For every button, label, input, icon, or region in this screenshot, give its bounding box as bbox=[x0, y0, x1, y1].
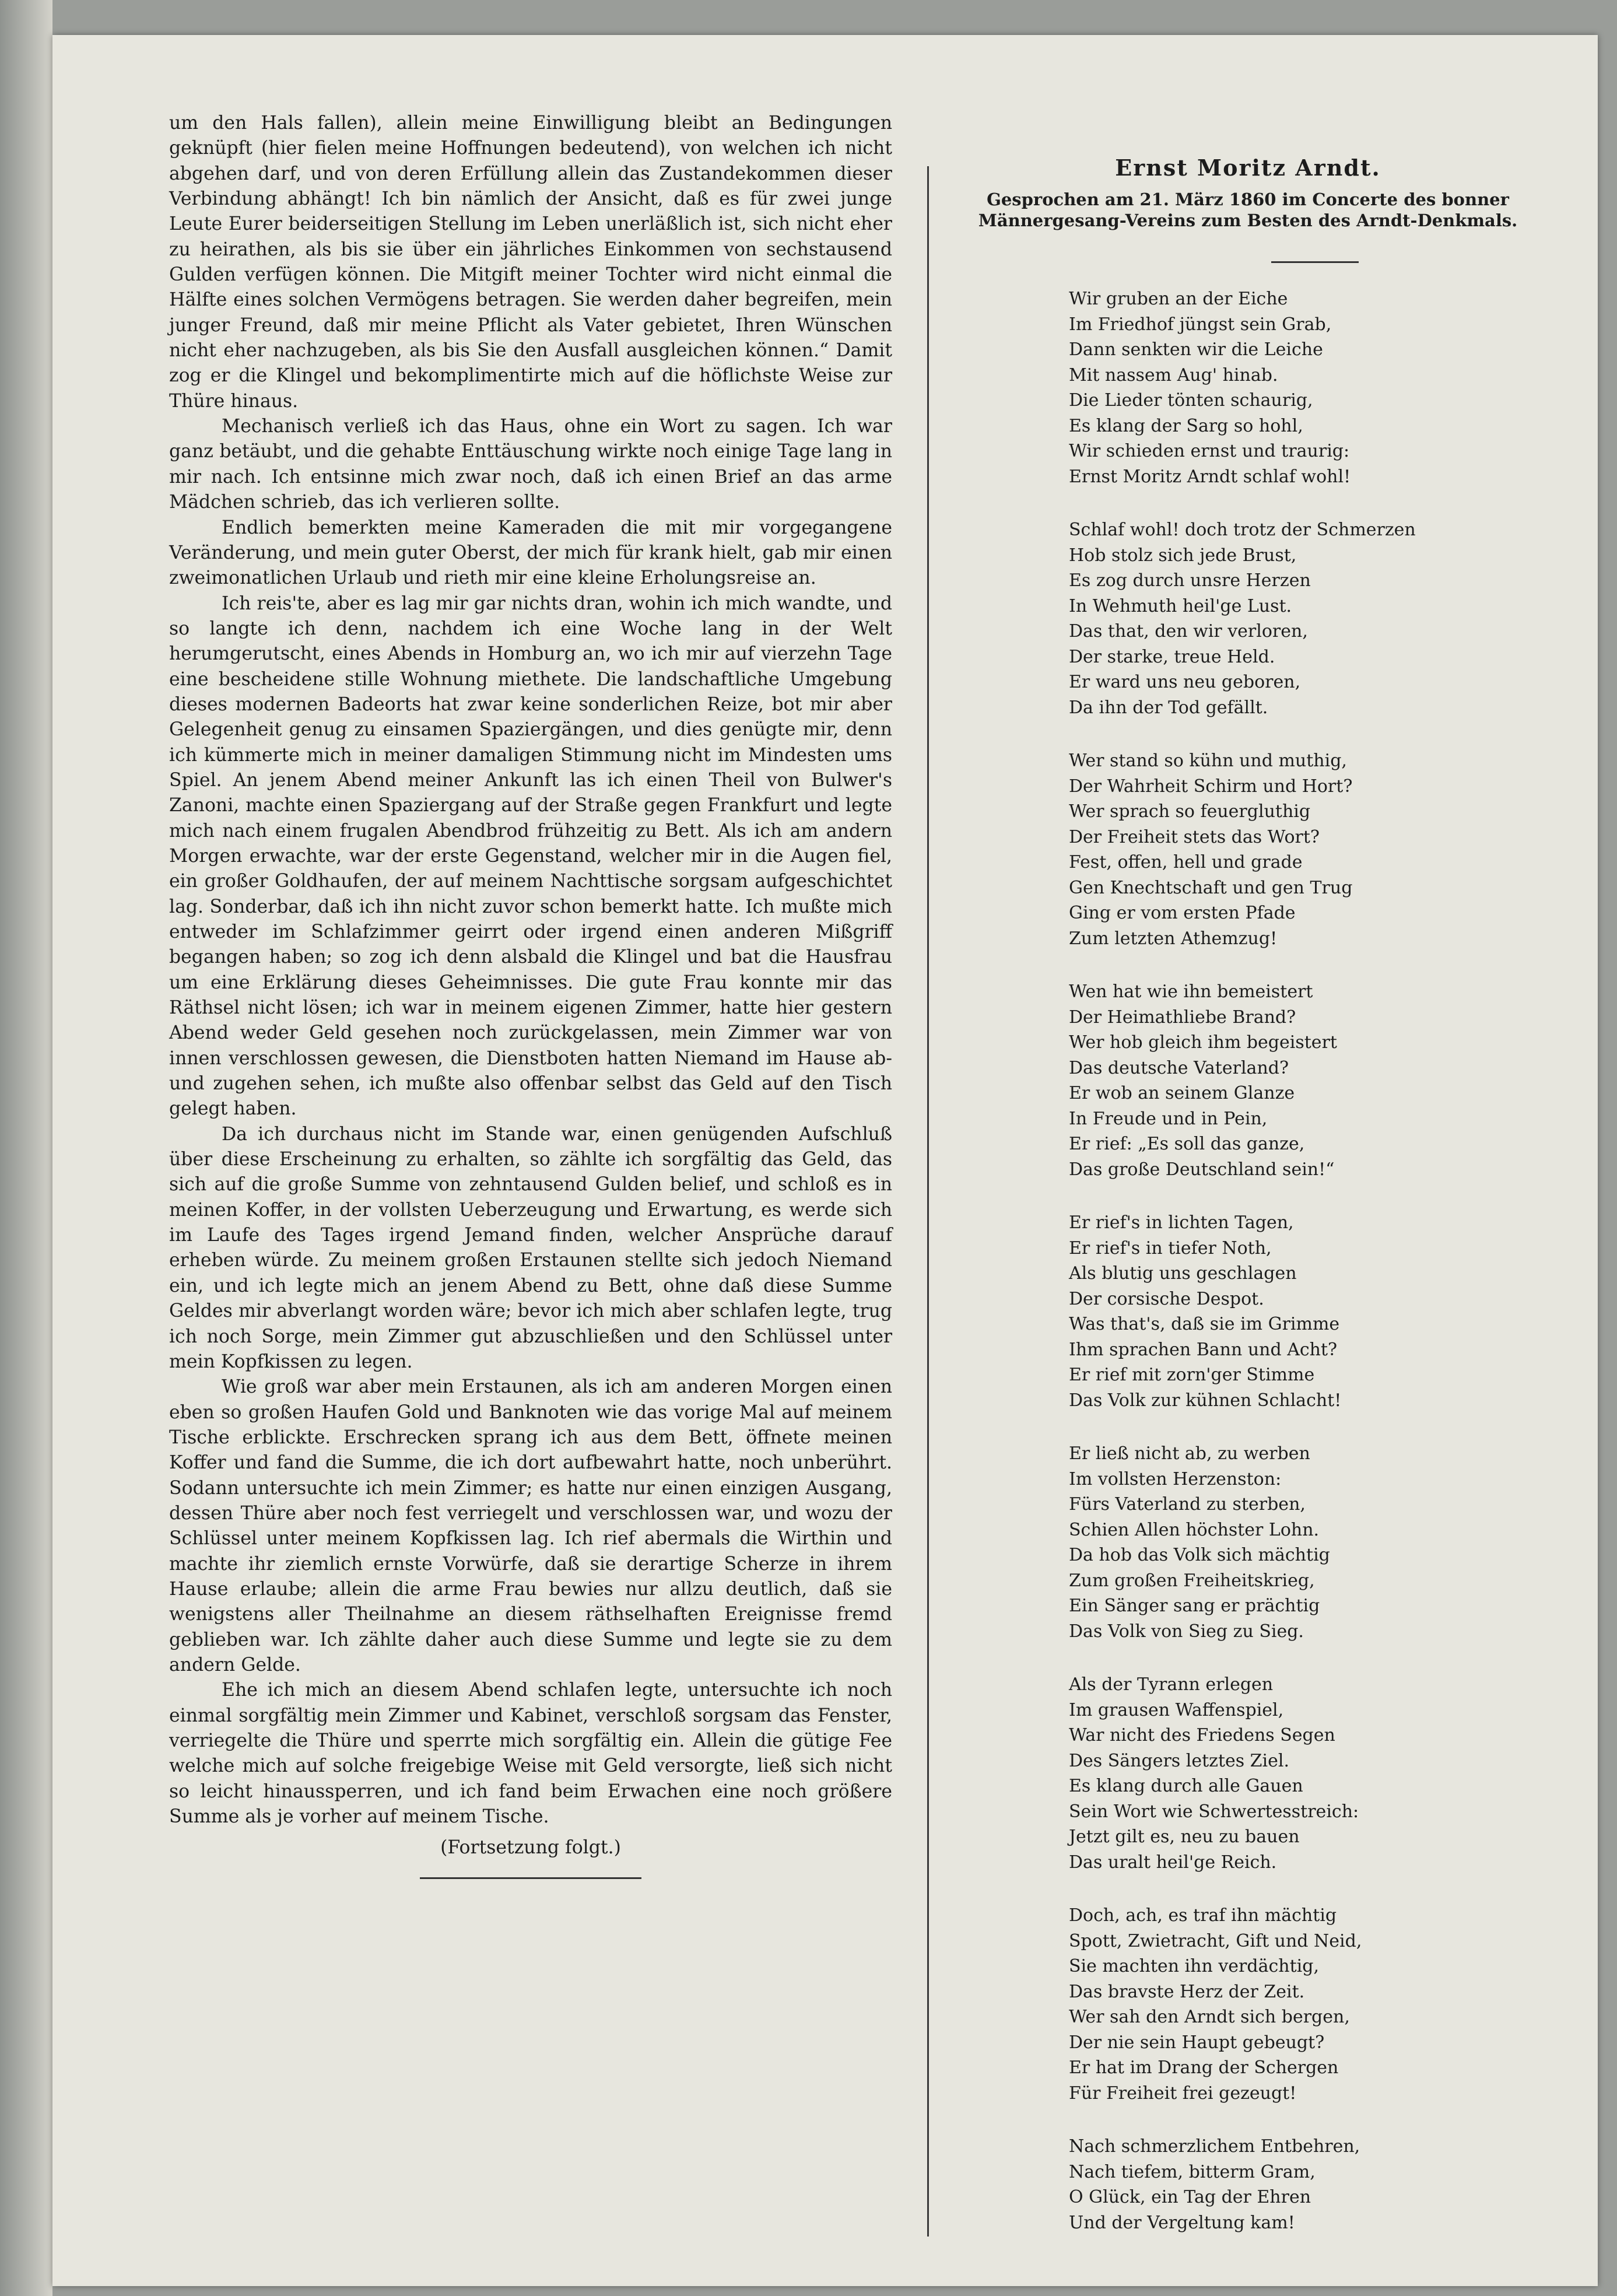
poem-line: Doch, ach, es traf ihn mächtig bbox=[1069, 1905, 1337, 1926]
poem-line: Fürs Vaterland zu sterben, bbox=[1069, 1494, 1306, 1515]
poem-line: Für Freiheit frei gezeugt! bbox=[1069, 2083, 1297, 2104]
poem-line: Im Friedhof jüngst sein Grab, bbox=[1069, 314, 1332, 335]
poem-line: Es klang durch alle Gauen bbox=[1069, 1776, 1303, 1796]
story-paragraph: Da ich durchaus nicht im Stande war, einen genügenden Aufschluß über diese Erscheinung zu erhalten, so zählte ich sorgfältig das Geld, das sich auf die große Summe von zehntausend Gulden belief, und schloß es in meinen Koffer, in der vollsten Ueberzeugung und Erwartung, es werde sich im Laufe des Tages irgend Jemand finden, welcher Ansprüche darauf erheben würde. Zu meinem großen Erstaunen stellte sich jedoch Niemand ein, und ich legte mich an jenem Abend zu Bett, ohne daß diese Summe Geldes mir abverlangt worden wäre; bevor ich mich aber schlafen legte, trug ich noch Sorge, mein Zimmer gut abzuschließen und den Schlüssel unter mein Kopfkissen zu legen. bbox=[169, 1123, 892, 1372]
right-column-poem bbox=[933, 155, 1563, 2263]
poem-stanzas bbox=[933, 286, 1563, 2235]
poem-stanza bbox=[1069, 517, 1563, 720]
poem-line: War nicht des Friedens Segen bbox=[1069, 1725, 1335, 1745]
poem-line: Er rief: „Es soll das ganze, bbox=[1069, 1134, 1305, 1154]
poem-line: Ein Sänger sang er prächtig bbox=[1069, 1596, 1320, 1616]
poem-line: Da ihn der Tod gefällt. bbox=[1069, 697, 1268, 718]
poem-line: Dann senkten wir die Leiche bbox=[1069, 339, 1323, 360]
newspaper-page bbox=[52, 35, 1598, 2286]
poem-line: O Glück, ein Tag der Ehren bbox=[1069, 2187, 1311, 2207]
poem-stanza bbox=[1069, 1903, 1563, 2106]
poem-line: Ging er vom ersten Pfade bbox=[1069, 903, 1296, 923]
poem-line: Des Sängers letztes Ziel. bbox=[1069, 1750, 1290, 1771]
poem-line: In Wehmuth heil'ge Lust. bbox=[1069, 595, 1292, 616]
poem-stanza bbox=[1069, 2134, 1563, 2235]
poem-line: Es klang der Sarg so hohl, bbox=[1069, 415, 1303, 436]
story-paragraph: Mechanisch verließ ich das Haus, ohne ein Wort zu sagen. Ich war ganz betäubt, und die gehabte Enttäuschung wirkte noch einige Tage lang in mir nach. Ich entsinne mich zwar noch, daß ich einen Brief an das arme Mädchen schrieb, das ich verlieren sollte. bbox=[169, 416, 892, 513]
poem-line: Das deutsche Vaterland? bbox=[1069, 1057, 1289, 1078]
story-paragraph: Ich reis'te, aber es lag mir gar nichts dran, wohin ich mich wandte, und so langte ich denn, nachdem ich eine Woche lang in der Welt herumgerutscht, eines Abends in Homburg an, wo ich mir auf vierzehn Tage eine bescheidene stille Wohnung miethete. Die landschaftliche Umgebung dieses modernen Badeorts hat zwar keine sonderlichen Reize, bot mir aber Gelegenheit genug zu einsamen Spaziergängen, und dies genügte mir, denn ich kümmerte mich in meiner damaligen Stimmung nicht im Mindesten ums Spiel. An jenem Abend meiner Ankunft las ich einen Theil von Bulwer's Zanoni, machte einen Spaziergang auf der Straße gegen Frankfurt und legte mich nach einem frugalen Abendbrod frühzeitig zu Bett. Als ich am andern Morgen erwachte, war der erste Gegenstand, welcher mir in die Augen fiel, ein großer Goldhaufen, der auf meinem Nachttische sorgsam aufgeschichtet lag. Sonderbar, daß ich ihn nicht zuvor schon bemerkt hatte. Ich mußte mich entweder im Schlafzimmer geirrt oder irgend einen anderen Mißgriff begangen haben; so zog ich denn alsbald die Klingel und bat die Hausfrau um eine Erklärung dieses Geheimnisses. Die gute Frau konnte mir das Räthsel nicht lösen; ich war in meinem eigenen Zimmer, hatte hier gestern Abend weder Geld gesehen noch zurückgelassen, mein Zimmer war von innen verschlossen gewesen, die Dienstboten hatten Niemand im Hause ab- und zugehen sehen, ich mußte also offenbar selbst das Geld auf den Tisch gelegt haben. bbox=[169, 593, 892, 1120]
poem-line: Das große Deutschland sein!“ bbox=[1069, 1159, 1335, 1180]
left-column-story bbox=[169, 111, 892, 1879]
poem-line: Wer sah den Arndt sich bergen, bbox=[1069, 2007, 1350, 2027]
poem-stanza bbox=[1069, 748, 1563, 951]
poem-line: Das that, den wir verloren, bbox=[1069, 621, 1308, 642]
poem-line: Wir schieden ernst und traurig: bbox=[1069, 441, 1350, 461]
poem-line: Als der Tyrann erlegen bbox=[1069, 1674, 1274, 1695]
poem-subtitle: Gesprochen am 21. März 1860 im Concerte des bonner Männergesang-Vereins zum Besten des Arndt-Denkmals. bbox=[978, 190, 1518, 230]
poem-line: Wer stand so kühn und muthig, bbox=[1069, 751, 1347, 771]
poem-line: Wen hat wie ihn bemeistert bbox=[1069, 982, 1313, 1002]
end-rule bbox=[420, 1877, 641, 1879]
poem-line: Er rief's in tiefer Noth, bbox=[1069, 1238, 1272, 1259]
poem-line: Zum letzten Athemzug! bbox=[1069, 928, 1278, 949]
poem-line: Er ward uns neu geboren, bbox=[1069, 672, 1301, 692]
poem-line: Das uralt heil'ge Reich. bbox=[1069, 1852, 1277, 1873]
poem-line: Er ließ nicht ab, zu werben bbox=[1069, 1443, 1310, 1464]
poem-line: Er rief mit zorn'ger Stimme bbox=[1069, 1365, 1315, 1385]
left-binding-edge bbox=[0, 0, 52, 2296]
poem-title: Ernst Moritz Arndt. bbox=[1115, 155, 1381, 181]
poem-stanza bbox=[1069, 286, 1563, 489]
poem-line: Die Lieder tönten schaurig, bbox=[1069, 390, 1313, 411]
poem-line: Als blutig uns geschlagen bbox=[1069, 1263, 1297, 1284]
poem-line: Der corsische Despot. bbox=[1069, 1288, 1264, 1309]
poem-line: Mit nassem Aug' hinab. bbox=[1069, 364, 1278, 385]
poem-stanza bbox=[1069, 979, 1563, 1182]
poem-stanza bbox=[1069, 1672, 1563, 1875]
poem-line: Der nie sein Haupt gebeugt? bbox=[1069, 2032, 1325, 2053]
poem-line: Ernst Moritz Arndt schlaf wohl! bbox=[1069, 466, 1351, 487]
poem-line: In Freude und in Pein, bbox=[1069, 1108, 1268, 1129]
poem-line: Jetzt gilt es, neu zu bauen bbox=[1069, 1827, 1300, 1847]
poem-line: Nach tiefem, bitterm Gram, bbox=[1069, 2161, 1316, 2182]
poem-line: Wer hob gleich ihm begeistert bbox=[1069, 1032, 1337, 1053]
poem-line: Zum großen Freiheitskrieg, bbox=[1069, 1570, 1315, 1591]
poem-line: Er rief's in lichten Tagen, bbox=[1069, 1212, 1294, 1233]
poem-line: Das Volk von Sieg zu Sieg. bbox=[1069, 1621, 1304, 1642]
poem-line: Im vollsten Herzenston: bbox=[1069, 1468, 1282, 1489]
story-paragraph: Ehe ich mich an diesem Abend schlafen legte, untersuchte ich noch einmal sorgfältig mein Zimmer und Kabinet, verschloß sorgsam das Fenster, verriegelte die Thüre und sperrte mich sorgfältig ein. Allein die gütige Fee welche mich auf solche freigebige Weise mit Geld versorgte, ließ sich nicht so leicht hinaussperren, und ich fand beim Erwachen eine noch größere Summe als je vorher auf meinem Tische. bbox=[169, 1680, 892, 1828]
poem-line: Der starke, treue Held. bbox=[1069, 646, 1275, 667]
poem-line: Im grausen Waffenspiel, bbox=[1069, 1699, 1284, 1720]
poem-stanza bbox=[1069, 1210, 1563, 1413]
title-separator bbox=[1271, 261, 1359, 263]
poem-line: Der Heimathliebe Brand? bbox=[1069, 1007, 1296, 1028]
poem-line: Es zog durch unsre Herzen bbox=[1069, 570, 1311, 591]
poem-stanza bbox=[1069, 1441, 1563, 1644]
poem-line: Da hob das Volk sich mächtig bbox=[1069, 1545, 1330, 1565]
poem-line: Schien Allen höchster Lohn. bbox=[1069, 1519, 1320, 1540]
poem-line: Ihm sprachen Bann und Acht? bbox=[1069, 1339, 1338, 1360]
continued-note: (Fortsetzung folgt.) bbox=[440, 1837, 621, 1859]
story-paragraph: um den Hals fallen), allein meine Einwilligung bleibt an Bedingungen geknüpft (hier fielen meine Hoffnungen bedeutend), von welchen ich nicht abgehen darf, und von deren Erfüllung allein das Zustandekommen dieser Verbindung abhängt! Ich bin nämlich der Ansicht, daß es für zwei junge Leute Eurer beiderseitigen Stellung im Leben unerläßlich ist, sich nicht eher zu heirathen, als bis sie über ein jährliches Einkommen von sechstausend Gulden verfügen können. Die Mitgift meiner Tochter wird nicht einmal die Hälfte eines solchen Vermögens betragen. Sie werden daher begreifen, mein junger Freund, daß mir meine Pflicht als Vater gebietet, Ihren Wünschen nicht eher nachzugeben, als bis Sie den Ausfall ausgleichen können.“ Damit zog er die Klingel und bekomplimentirte mich auf die höflichste Weise zur Thüre hinaus. bbox=[169, 113, 892, 412]
poem-line: Er wob an seinem Glanze bbox=[1069, 1083, 1295, 1103]
column-divider bbox=[927, 166, 929, 2237]
poem-line: Schlaf wohl! doch trotz der Schmerzen bbox=[1069, 520, 1416, 540]
story-paragraph: Wie groß war aber mein Erstaunen, als ich am anderen Morgen einen eben so großen Haufen Gold und Banknoten wie das vorige Mal auf meinem Tische erblickte. Erschrecken sprang ich aus dem Bett, öffnete meinen Koffer und fand die Summe, die ich dort aufbewahrt hatte, noch unberührt. Sodann untersuchte ich mein Zimmer; es hatte nur einen einzigen Ausgang, dessen Thüre aber noch fest verriegelt und verschlossen war, und wozu der Schlüssel unter meinem Kopfkissen lag. Ich rief abermals die Wirthin und machte ihr ziemlich ernste Vorwürfe, daß sie derartige Scherze in ihrem Hause erlaube; allein die arme Frau bewies nur allzu deutlich, daß sie wenigstens aller Theilnahme an diesem räthselhaften Ereignisse fremd geblieben war. Ich zählte daher auch diese Summe und legte sie zu dem andern Gelde. bbox=[169, 1376, 892, 1675]
story-paragraph: Endlich bemerkten meine Kameraden die mit mir vorgegangene Veränderung, und mein guter Oberst, der mich für krank hielt, gab mir einen zweimonatlichen Urlaub und rieth mir eine kleine Erholungsreise an. bbox=[169, 517, 892, 589]
poem-line: Sein Wort wie Schwertesstreich: bbox=[1069, 1801, 1359, 1822]
poem-line: Sie machten ihn verdächtig, bbox=[1069, 1956, 1319, 1976]
poem-line: Was that's, daß sie im Grimme bbox=[1069, 1314, 1340, 1334]
poem-line: Er hat im Drang der Schergen bbox=[1069, 2057, 1339, 2078]
poem-line: Fest, offen, hell und grade bbox=[1069, 852, 1303, 872]
poem-line: Der Wahrheit Schirm und Hort? bbox=[1069, 776, 1353, 797]
poem-line: Spott, Zwietracht, Gift und Neid, bbox=[1069, 1930, 1362, 1951]
poem-line: Das bravste Herz der Zeit. bbox=[1069, 1981, 1305, 2002]
poem-line: Hob stolz sich jede Brust, bbox=[1069, 545, 1297, 566]
poem-line: Wir gruben an der Eiche bbox=[1069, 289, 1288, 309]
poem-line: Der Freiheit stets das Wort? bbox=[1069, 826, 1320, 847]
poem-line: Gen Knechtschaft und gen Trug bbox=[1069, 877, 1353, 898]
poem-line: Das Volk zur kühnen Schlacht! bbox=[1069, 1390, 1342, 1411]
poem-line: Und der Vergeltung kam! bbox=[1069, 2212, 1295, 2233]
poem-line: Nach schmerzlichem Entbehren, bbox=[1069, 2136, 1360, 2157]
poem-line: Wer sprach so feuergluthig bbox=[1069, 801, 1311, 822]
